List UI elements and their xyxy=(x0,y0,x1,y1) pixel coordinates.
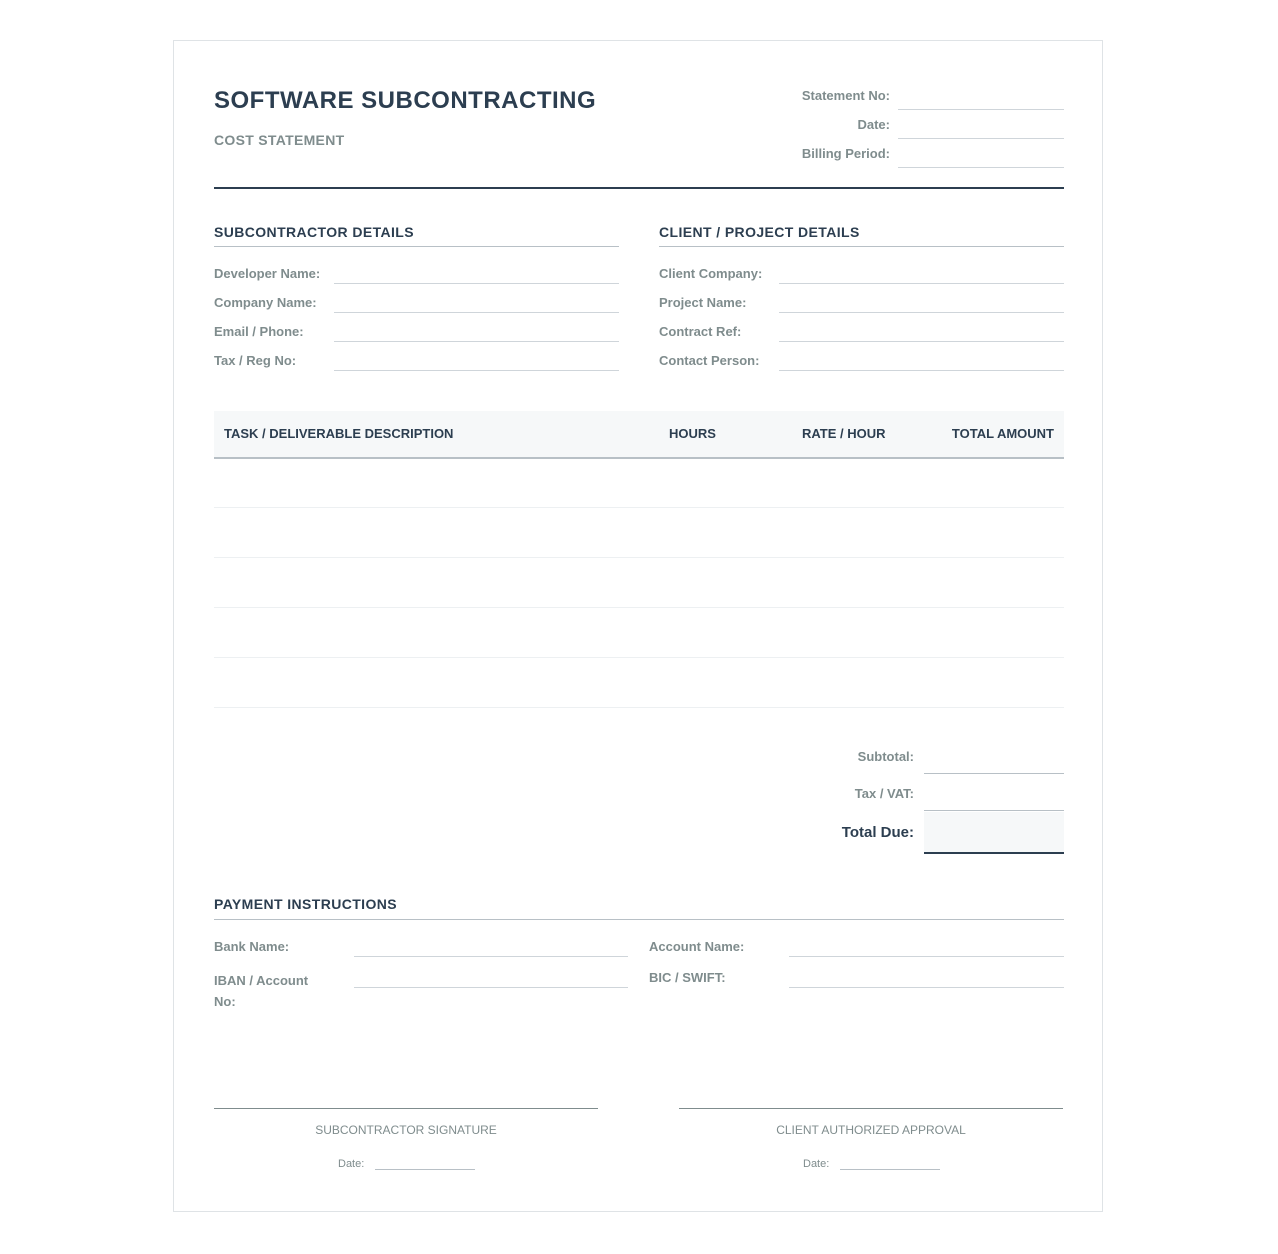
bic-swift-field[interactable] xyxy=(789,987,1064,988)
company-name-label: Company Name: xyxy=(214,295,317,310)
column-total: TOTAL AMOUNT xyxy=(951,426,1054,441)
table-row[interactable] xyxy=(214,657,1064,658)
client-date-label: Date: xyxy=(803,1158,830,1170)
table-row[interactable] xyxy=(214,557,1064,558)
client-company-field[interactable] xyxy=(779,283,1064,284)
project-name-label: Project Name: xyxy=(659,295,747,310)
column-description: TASK / DELIVERABLE DESCRIPTION xyxy=(224,426,454,441)
client-rule xyxy=(659,246,1064,247)
billing-period-field[interactable] xyxy=(898,167,1064,168)
project-name-field[interactable] xyxy=(779,312,1064,313)
bank-name-field[interactable] xyxy=(354,956,628,957)
client-approval-label: CLIENT AUTHORIZED APPROVAL xyxy=(776,1123,966,1137)
contact-person-field[interactable] xyxy=(779,370,1064,371)
statement-no-label: Statement No: xyxy=(801,88,890,103)
contract-ref-label: Contract Ref: xyxy=(659,324,742,339)
subcontractor-date-field[interactable] xyxy=(375,1169,475,1170)
table-header xyxy=(214,411,1064,459)
tax-vat-field[interactable] xyxy=(924,810,1064,811)
client-heading: CLIENT / PROJECT DETAILS xyxy=(659,224,860,240)
table-row[interactable] xyxy=(214,507,1064,508)
email-phone-field[interactable] xyxy=(334,341,619,342)
document-sheet xyxy=(173,40,1103,1212)
subcontractor-signature-line[interactable] xyxy=(214,1108,598,1109)
tax-reg-field[interactable] xyxy=(334,370,619,371)
subcontractor-heading: SUBCONTRACTOR DETAILS xyxy=(214,224,414,240)
header-divider xyxy=(214,187,1064,189)
iban-field[interactable] xyxy=(354,987,628,988)
contact-person-label: Contact Person: xyxy=(659,353,760,368)
document-subtitle: COST STATEMENT xyxy=(214,132,345,148)
developer-name-field[interactable] xyxy=(334,283,619,284)
date-label: Date: xyxy=(857,117,890,132)
contract-ref-field[interactable] xyxy=(779,341,1064,342)
bic-swift-label: BIC / SWIFT: xyxy=(649,970,726,985)
tax-vat-label: Tax / VAT: xyxy=(854,786,914,801)
column-rate: RATE / HOUR xyxy=(802,426,886,441)
subcontractor-signature-label: SUBCONTRACTOR SIGNATURE xyxy=(315,1123,497,1137)
account-name-field[interactable] xyxy=(789,956,1064,957)
date-field[interactable] xyxy=(898,138,1064,139)
client-date-field[interactable] xyxy=(840,1169,940,1170)
total-due-label: Total Due: xyxy=(841,824,914,841)
account-name-label: Account Name: xyxy=(649,939,745,954)
subtotal-label: Subtotal: xyxy=(857,749,914,764)
payment-heading: PAYMENT INSTRUCTIONS xyxy=(214,896,398,912)
developer-name-label: Developer Name: xyxy=(214,266,321,281)
column-hours: HOURS xyxy=(669,426,716,441)
subcontractor-date-label: Date: xyxy=(338,1158,365,1170)
bank-name-label: Bank Name: xyxy=(214,939,290,954)
client-approval-line[interactable] xyxy=(679,1108,1063,1109)
email-phone-label: Email / Phone: xyxy=(214,324,304,339)
client-company-label: Client Company: xyxy=(659,266,763,281)
subtotal-field[interactable] xyxy=(924,773,1064,774)
total-due-field[interactable] xyxy=(924,812,1064,854)
iban-label: IBAN / Account No: xyxy=(214,973,309,1009)
table-row[interactable] xyxy=(214,707,1064,708)
company-name-field[interactable] xyxy=(334,312,619,313)
document-title: SOFTWARE SUBCONTRACTING xyxy=(214,87,597,114)
tax-reg-label: Tax / Reg No: xyxy=(214,353,297,368)
subcontractor-rule xyxy=(214,246,619,247)
table-row[interactable] xyxy=(214,607,1064,608)
statement-no-field[interactable] xyxy=(898,109,1064,110)
payment-rule xyxy=(214,919,1064,920)
billing-period-label: Billing Period: xyxy=(801,146,890,161)
